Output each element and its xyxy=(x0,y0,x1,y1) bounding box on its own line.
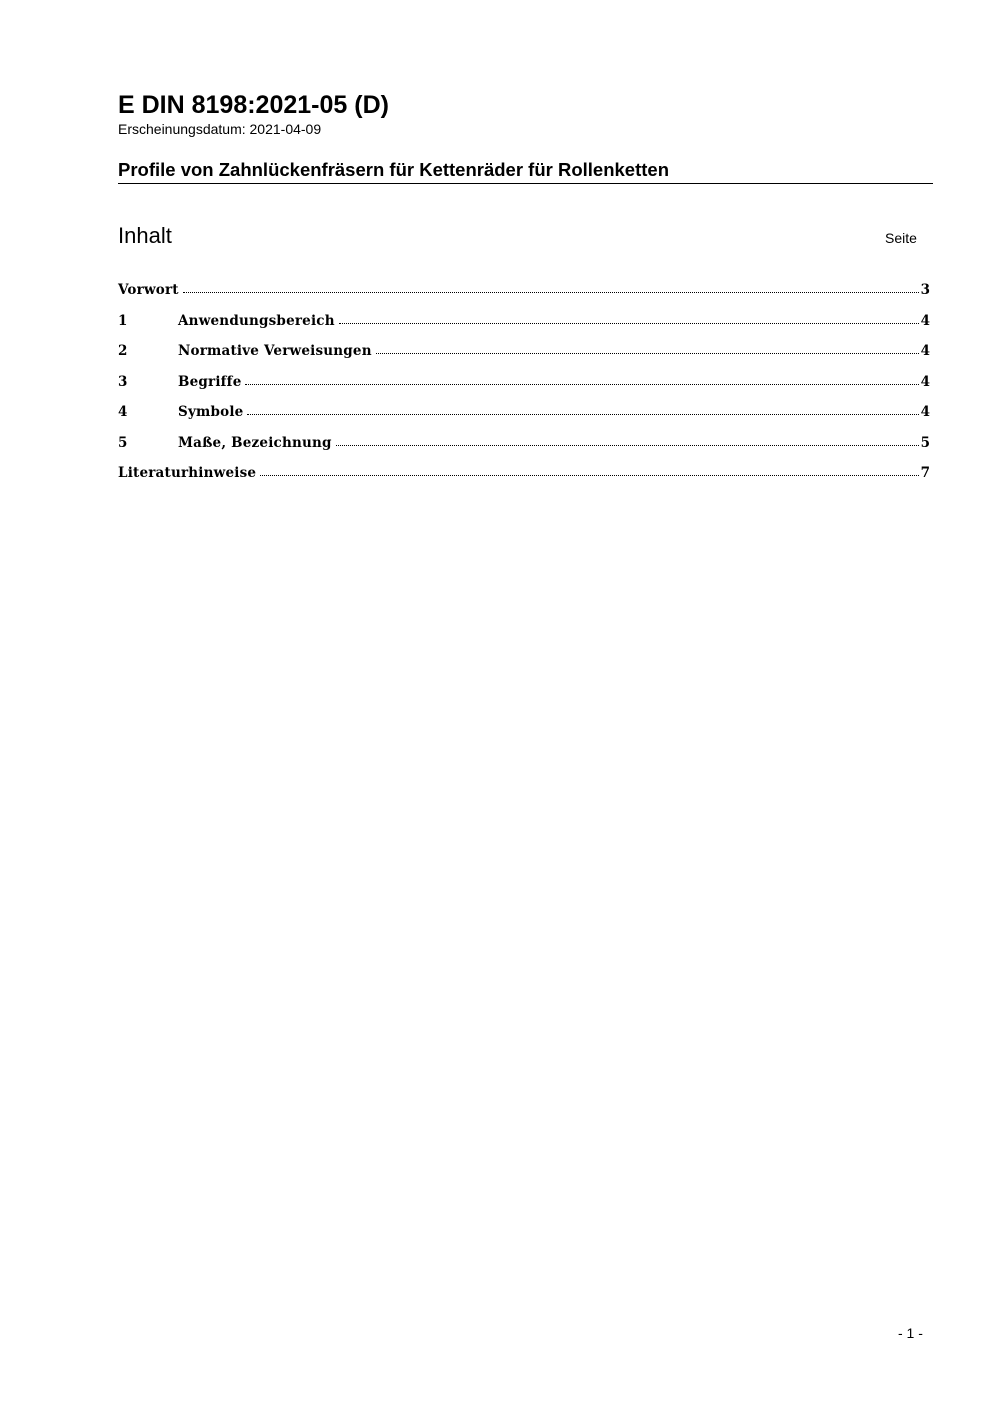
toc-entry-page: 7 xyxy=(920,465,930,481)
toc-entry-page: 4 xyxy=(920,312,930,329)
dot-leader xyxy=(247,414,918,415)
document-id: E DIN 8198:2021-05 (D) xyxy=(118,91,389,119)
document-title: Profile von Zahnlückenfräsern für Kettenräder für Rollenketten xyxy=(118,158,933,184)
toc-entry-number: 5 xyxy=(118,434,128,451)
toc-entry-page: 3 xyxy=(920,282,930,298)
toc-entry-page: 4 xyxy=(920,373,930,390)
toc-entry-number: 2 xyxy=(118,343,128,359)
toc-entry-anwendungsbereich[interactable] xyxy=(118,311,930,342)
toc-entry-label: Symbole xyxy=(178,404,244,420)
toc-entry-number: 4 xyxy=(118,404,128,420)
toc-entry-begriffe[interactable] xyxy=(118,372,930,403)
page-column-label: Seite xyxy=(885,230,917,246)
dot-leader xyxy=(376,353,919,354)
toc-entry-label: Vorwort xyxy=(118,282,179,298)
toc-entry-masse-bezeichnung[interactable] xyxy=(118,433,930,464)
dot-leader xyxy=(336,445,919,446)
toc-entry-page: 4 xyxy=(920,343,930,359)
toc-entry-number: 3 xyxy=(118,373,128,390)
toc-entry-label: Anwendungsbereich xyxy=(178,312,335,329)
dot-leader xyxy=(245,384,918,385)
toc-entry-label: Maße, Bezeichnung xyxy=(178,434,332,451)
toc-entry-literaturhinweise[interactable] xyxy=(118,463,930,494)
issue-date: Erscheinungsdatum: 2021-04-09 xyxy=(118,121,322,137)
toc-entry-label: Begriffe xyxy=(178,373,242,390)
toc-entry-page: 5 xyxy=(920,434,930,451)
page-number: - 1 - xyxy=(898,1325,923,1341)
toc-entry-page: 4 xyxy=(920,404,930,420)
table-of-contents xyxy=(118,280,930,494)
dot-leader xyxy=(339,323,919,324)
toc-heading: Inhalt xyxy=(118,223,172,248)
dot-leader xyxy=(183,292,919,293)
toc-entry-number: 1 xyxy=(118,312,128,329)
toc-entry-label: Normative Verweisungen xyxy=(178,343,372,359)
toc-entry-normative-verweisungen[interactable] xyxy=(118,341,930,372)
dot-leader xyxy=(260,475,918,476)
toc-entry-vorwort[interactable] xyxy=(118,280,930,311)
toc-entry-label: Literaturhinweise xyxy=(118,465,257,481)
toc-entry-symbole[interactable] xyxy=(118,402,930,433)
